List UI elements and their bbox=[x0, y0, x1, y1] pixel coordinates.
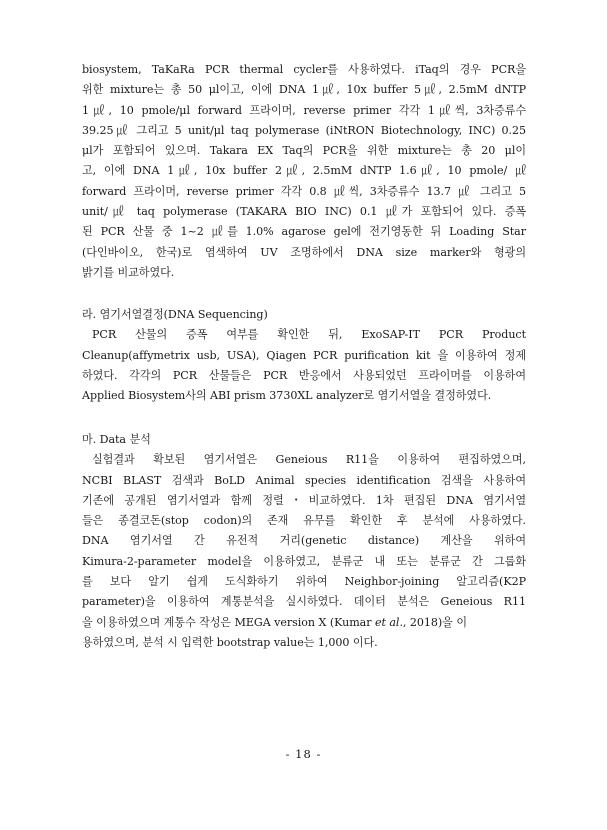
section-dna-sequencing bbox=[82, 305, 526, 406]
text-line: DNA 염기서열 간 유전적 거리(genetic distance) 계산을 위하여 bbox=[82, 534, 526, 548]
text-line: Cleanup(affymetrix usb, USA), Qiagen PCR purification kit 을 이용하여 정제 bbox=[82, 348, 526, 362]
text-line: μl가 포함되어 있으며. Takara EX Taq의 PCR을 위한 mixture는 총 20 μl이 bbox=[82, 144, 526, 158]
text-line: NCBI BLAST 검색과 BoLD Animal species identification 검색을 사용하여 bbox=[82, 473, 526, 487]
text-line: 1㎕, 10 pmole/μl forward 프라이머, reverse primer 각각 1㎕씩, 3차증류수 bbox=[82, 103, 526, 117]
text-line: unit/㎕ taq polymerase (TAKARA BIO INC) 0.1 ㎕가 포함되어 있다. 증폭 bbox=[82, 205, 526, 219]
text-line: forward 프라이머, reverse primer 각각 0.8 ㎕씩, 3차증류수 13.7 ㎕ 그리고 5 bbox=[82, 184, 526, 198]
page-number: - 18 - bbox=[285, 747, 322, 761]
citation-tail: ., 2018)을 이 bbox=[399, 615, 467, 629]
citation-italic: et al bbox=[374, 615, 400, 629]
text-line: biosystem, TaKaRa PCR thermal cycler를 사용하였다. iTaq의 경우 PCR을 bbox=[82, 63, 526, 76]
text-line: 고, 이에 DNA 1㎕, 10x buffer 2㎕, 2.5mM dNTP 1.6㎕, 10 pmole/ ㎕ bbox=[82, 164, 526, 178]
section-heading: 라. 염기서열결정(DNA Sequencing) bbox=[82, 308, 268, 321]
text-line: PCR 산물의 증폭 여부를 확인한 뒤, ExoSAP-IT PCR Product bbox=[92, 328, 526, 342]
text-line: 들은 종결코돈(stop codon)의 존재 유무를 확인한 후 분석에 사용하였다. bbox=[82, 514, 526, 528]
text-line: 39.25㎕ 그리고 5 unit/μl taq polymerase (iNtRON Biotechnology, INC) 0.25 bbox=[82, 123, 526, 137]
text-line: 용하였으며, 분석 시 입력한 bootstrap value는 1,000 이다. bbox=[82, 635, 378, 649]
text-line: 하였다. 각각의 PCR 산물들은 PCR 반응에서 사용되었던 프라이머를 이용하여 bbox=[82, 368, 526, 382]
section-heading: 마. Data 분석 bbox=[82, 433, 151, 446]
text-line: 기존에 공개된 염기서열과 함께 정렬・비교하였다. 1차 편집된 DNA 염기서열 bbox=[82, 493, 526, 507]
text-line: 위한 mixture는 총 50 μl이고, 이에 DNA 1㎕, 10x buffer 5㎕, 2.5mM dNTP bbox=[82, 83, 526, 97]
paragraph-pcr-conditions bbox=[82, 60, 526, 283]
text-line-citation bbox=[82, 613, 526, 633]
text-line: (다인바이오, 한국)로 염색하여 UV 조명하에서 DNA size marker와 형광의 bbox=[82, 245, 526, 259]
text-line: 실험결과 확보된 염기서열은 Geneious R11을 이용하여 편집하였으며, bbox=[92, 453, 526, 467]
text-line: 된 PCR 산물 중 1~2 ㎕를 1.0% agarose gel에 전기영동한 뒤 Loading Star bbox=[82, 225, 526, 239]
text-line: Kimura-2-parameter model을 이용하였고, 분류군 내 또는 분류군 간 그룹화 bbox=[82, 554, 526, 568]
section-data-analysis bbox=[82, 430, 526, 653]
text-line: Applied Biosystem사의 ABI prism 3730XL analyzer로 염기서열을 결정하였다. bbox=[82, 389, 492, 403]
text-line: 를 보다 알기 쉽게 도식화하기 위하여 Neighbor-joining 알고리즘(K2P bbox=[82, 575, 526, 589]
text-line: parameter)을 이용하여 계통분석을 실시하였다. 데이터 분석은 Geneious R11 bbox=[82, 595, 526, 609]
text-line: 밝기를 비교하였다. bbox=[82, 265, 175, 279]
citation-lead: 을 이용하였으며 계통수 작성은 MEGA version X (Kumar bbox=[82, 615, 375, 629]
